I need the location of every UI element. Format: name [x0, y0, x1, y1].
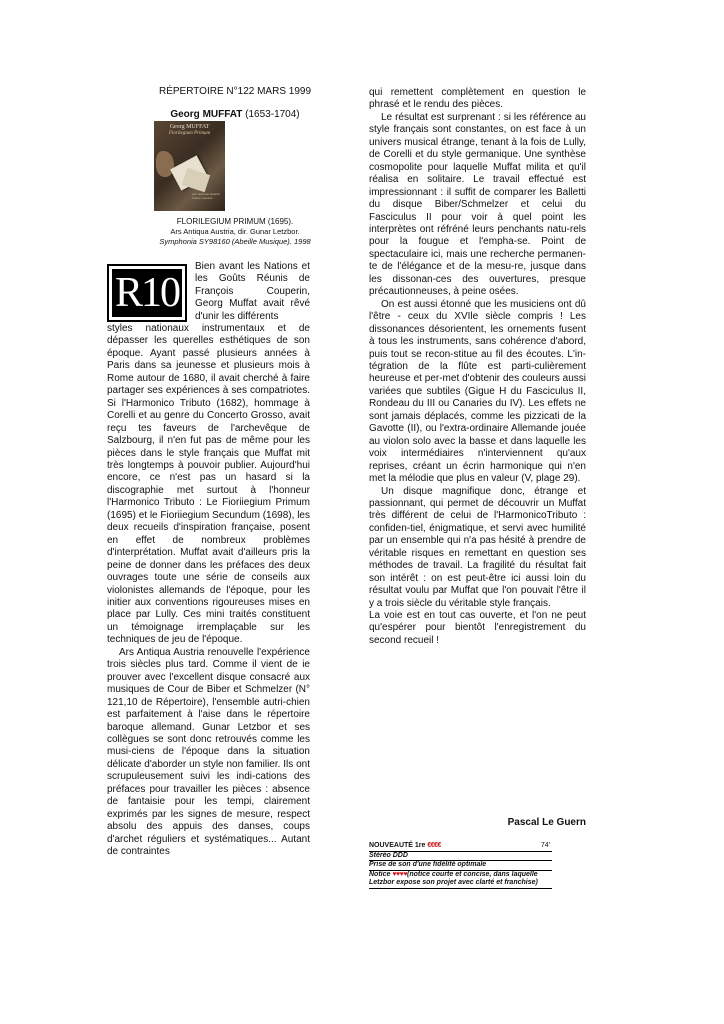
composer-heading [104, 109, 366, 121]
review-paragraph: Le résultat est surprenant : si les référence au style français sont constantes, on est face à un univers musical étrange, tenant à la fois de Lully, de Corelli et du style germanique. Une synthèse cosmopolite pour laquelle Muffat milita et qu'il réalisa en solitaire. Le travail effectué est impressionnant : il suffit de comparer les Balletti du disque Biber/Schmelzer et celui du Fasciculus II pour voir à quel point les interprètes ont réfréné leurs penchants natu-rels pour la fougue et l'empha-se. Point de spectaculaire ici, mais une recherche permanen-te de l'élégance et de la mesu-re, jusque dans les dissonan-ces des ouvertures, presque précautionneuses, à peine osées. [369, 111, 586, 298]
notice-text: (notice courte et concise, dans laquelle Letzbor expose son projet avec clarté et franchise) [369, 870, 538, 886]
notice-label: Notice [369, 870, 391, 878]
review-paragraph: Ars Antiqua Austria renouvelle l'expérience trois siècles plus tard. Comme il vient de ie prouver avec l'excellent disque consacré aux musiques de Cour de Biber et Schmelzer (N° 121,10 de Répertoire), l'ensemble autri-chien est parfaitement à l'aise dans le répertoire baroque allemand. Gunar Letzbor et ses collègues se sont donc retrouvés comme les musi-ciens de l'époque dans la situation délicate d'aborder un style non familier. Ils ont scrupuleusement suivi les indi-cations des préfaces pour travailler les pièces : absence de fantaisie pour les tempi, clairement exprimés par les signes de mesure, respect absolu des appuis des danses, coups d'archet réguliers et systématiques... Autant de contraintes [107, 646, 310, 858]
review-paragraph: On est aussi étonné que les musiciens ont dû l'être - ceux du XVIle siècle compris ! Les dissonances désorientent, les ornements fusent à tous les instruments, sans cohérence d'abord, puis tout se recon-stitue au fil des écoutes. L'in-tégration de la flûte est parti-culièrement heureuse et per-met d'obtenir des couleurs aussi variées que subtiles (Gigue H du Fasciculus II, Rondeau du III ou Canaries du IV). Les effets ne sont jamais déplacés, comme les pizzicati de la Gavotte (II), ou l'extra-ordinaire Allemande jouée au violon solo avec la basse et dans laquelle les voix intermédiaires n'interviennent qu'aux reprises, créant un écrin harmonique qui n'en met la mélodie que plus en valeur (V, plage 29). [369, 298, 586, 485]
review-paragraph: styles nationaux instrumentaux et de dépasser les querelles esthétiques de son époque. Ayant passé plusieurs années à Paris dans sa jeunesse et plusieurs mois à Rome autour de 1680, il avait cherché à faire partager ses expériences à ses compatriotes. Si l'Harmonico Tributo (1682), hommage à Corelli et au genre du Concerto Grosso, avait reçu tes faveurs de l'archevêque de Salzbourg, il n'en fut pas de même pour les pièces dans le style français que Muffat mit très longtemps à pouvoir publier. Aujourd'hui encore, ce n'est pas un hasard si la discographie met surtout à l'honneur l'Harmonico Tributo : Le Fioriiegium Primum (1695) et le Fioriiegium Secundum (1698), les deux recueils d'inspiration française, posent en effet de nombreux problèmes d'interprétation. Muffat avait d'ailleurs pris la peine de donner dans les préfaces des deux ouvrages toute une série de conseils aux violonistes allemands de l'époque, pour les initier aux conventions rigoureuses mises en place par Lully. Ces mini traités constituent un témoignage irremplaçable sur les techniques de jeu de l'époque. [107, 323, 310, 646]
heart-icons: ♥♥♥♥ [392, 870, 407, 878]
composer-dates: (1653-1704) [245, 109, 300, 120]
duration-score: 74' [540, 842, 550, 849]
notice-row [369, 871, 552, 889]
cover-performers: Ars Antiqua Austria Gunar Letzbor [192, 192, 220, 200]
nouveaute-row [369, 842, 552, 852]
review-intro-text: Bien avant les Nations et les Goûts Réunis de François Couperin, Georg Muffat avait rêvé d'unir les différents [195, 261, 310, 322]
disc-performers: Ars Antiqua Austria, dir. Gunar Letzbor. [170, 227, 300, 236]
review-left-column [107, 323, 310, 858]
rating-logo-text: R10 [114, 270, 179, 316]
review-intro [195, 261, 310, 323]
nouveaute-rating-icons: €€€€ [427, 842, 441, 849]
album-cover [154, 121, 225, 211]
review-right-column [369, 87, 586, 647]
review-closing: La voie est en tout cas ouverte, et l'on ne peut qu'espérer pour bientôt l'enregistrement du second recueil ! [369, 610, 586, 646]
composer-name: Georg MUFFAT [170, 109, 243, 120]
cover-composer: Georg MUFFAT [169, 124, 210, 130]
rating-logo [107, 264, 187, 322]
review-paragraph: qui remettent complètement en question le phrasé et le rendu des pièces. [369, 87, 586, 111]
journal-issue: RÉPERTOIRE N°122 MARS 1999 [158, 86, 312, 97]
review-signature: Pascal Le Guern [507, 817, 586, 828]
ratings-box [369, 842, 552, 889]
stereo-row: Stéréo DDD [369, 852, 552, 862]
cover-paper2-image [182, 168, 210, 193]
disc-title: FLORILEGIUM PRIMUM (1695). [176, 217, 294, 226]
cover-title: Florilegium Primum [168, 131, 211, 136]
review-paragraph: Un disque magnifique donc, étrange et passionnant, qui permet de découvrir un Muffat très différent de celui de l'HarmonicoTributo : confiden-tiel, énigmatique, et servi avec humilité par un ensemble qui n'a pas hésité à prendre de véritable risques en remettant en question ses méthodes de travail. La fragilité du résultat fait son intérêt : on est peut-être ici aussi loin du résultat voulu par Muffat que l'on pouvait l'être il y a trois siècle du véritable style français. [369, 485, 586, 609]
prise-de-son-row: Prise de son d'une fidélité optimale [369, 861, 552, 871]
rating-logo-badge [112, 269, 182, 317]
nouveaute-label: NOUVEAUTÉ 1re [369, 842, 426, 849]
disc-label: Symphonia SY98160 (Abeille Musique). 1998 [159, 237, 311, 246]
